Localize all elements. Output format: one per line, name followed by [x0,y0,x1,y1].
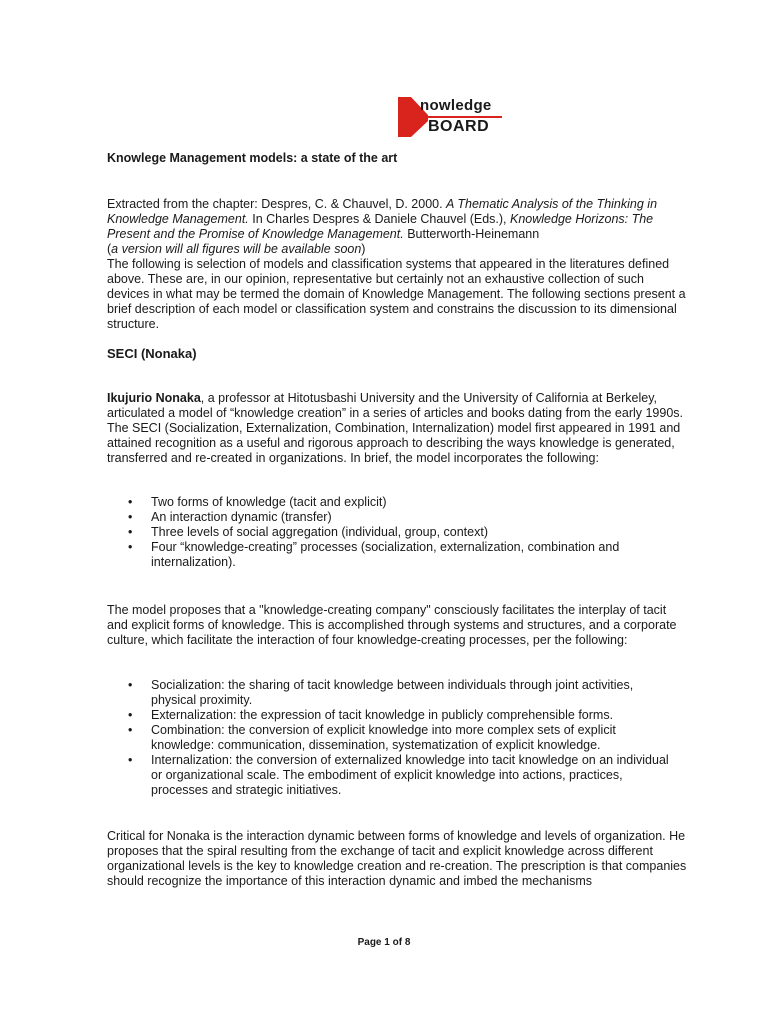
document-title: Knowlege Management models: a state of the art [107,151,398,165]
source-citation: Extracted from the chapter: Despres, C. & Chauvel, D. 2000. A Thematic Analysis of the Thinking in Knowledge Management. In Charles Despres & Daniele Chauvel (Eds.), Knowledge Horizons: The Present and the Promise of Knowledge Management. Butterworth-Heinemann (a version will all figures will be available soon) [107,197,658,256]
knowledgeboard-logo [398,97,508,139]
bullet-icon: • [128,708,133,722]
dynamics-paragraph: Critical for Nonaka is the interaction dynamic between forms of knowledge and levels of organization. He proposes that the spiral resulting from the exchange of tacit and explicit knowledge across different organizational levels is the key to knowledge creation and re-creation. The prescription is that companies should recognize the importance of this interaction dynamic and imbed the mechanisms [107,829,687,888]
nonaka-paragraph: Ikujurio Nonaka, a professor at Hitotusbashi University and the University of California at Berkeley, articulated a model of “knowledge creation” in a series of articles and books dating from the early 1990s. The SECI (Socialization, Externalization, Combination, Internalization) model first appeared in 1991 and attained recognition as a useful and rigorous approach to describing the ways knowledge is generated, transferred and re-created in organizations. In brief, the model incorporates the following: [107,391,684,465]
model-paragraph: The model proposes that a "knowledge-creating company" consciously facilitates the interplay of tacit and explicit forms of knowledge. This is accomplished through systems and structures, and a corporate culture, which facilitate the interaction of four knowledge-creating processes, per the following: [107,603,677,647]
bullet-icon: • [128,753,133,767]
list-item: • Three levels of social aggregation (individual, group, context) [128,525,488,539]
list-item: • Externalization: the expression of tacit knowledge in publicly comprehensible forms. [128,708,614,722]
bullet-icon: • [128,540,133,554]
bullet-icon: • [128,510,133,524]
bullet-icon: • [128,495,133,509]
knowledge-components-list [128,495,678,570]
bullet-icon: • [128,525,133,539]
list-item: • Combination: the conversion of explicit knowledge into more complex sets of explicit knowledge: communication, dissemination, systematization of explicit knowledge. [128,723,616,752]
section-heading-seci: SECI (Nonaka) [107,346,197,361]
author-name: Ikujurio Nonaka [107,391,201,405]
bullet-icon: • [128,723,133,737]
list-item: • Two forms of knowledge (tacit and explicit) [128,495,387,509]
list-item: • Internalization: the conversion of externalized knowledge into tacit knowledge on an individual or organizational scale. The embodiment of explicit knowledge into actions, practices, processes and strategic initiatives. [128,753,669,797]
list-item: • Four “knowledge-creating” processes (socialization, externalization, combination and internalization). [128,540,620,569]
list-item: • An interaction dynamic (transfer) [128,510,332,524]
page-number: Page 1 of 8 [357,937,411,948]
logo-bottom-text: BOARD [428,118,490,135]
bullet-icon: • [128,678,133,692]
intro-paragraph: The following is selection of models and classification systems that appeared in the literatures defined above. These are, in our opinion, representative but certainly not an exhaustive collection of such devices in what may be termed the domain of Knowledge Management. The following sections present a brief description of each model or classification system and constrains the discussion to its dimensional structure. [107,257,686,331]
logo-top-text: nowledge [420,97,492,114]
processes-list [128,678,678,798]
list-item: • Socialization: the sharing of tacit knowledge between individuals through joint activities, physical proximity. [128,678,634,707]
